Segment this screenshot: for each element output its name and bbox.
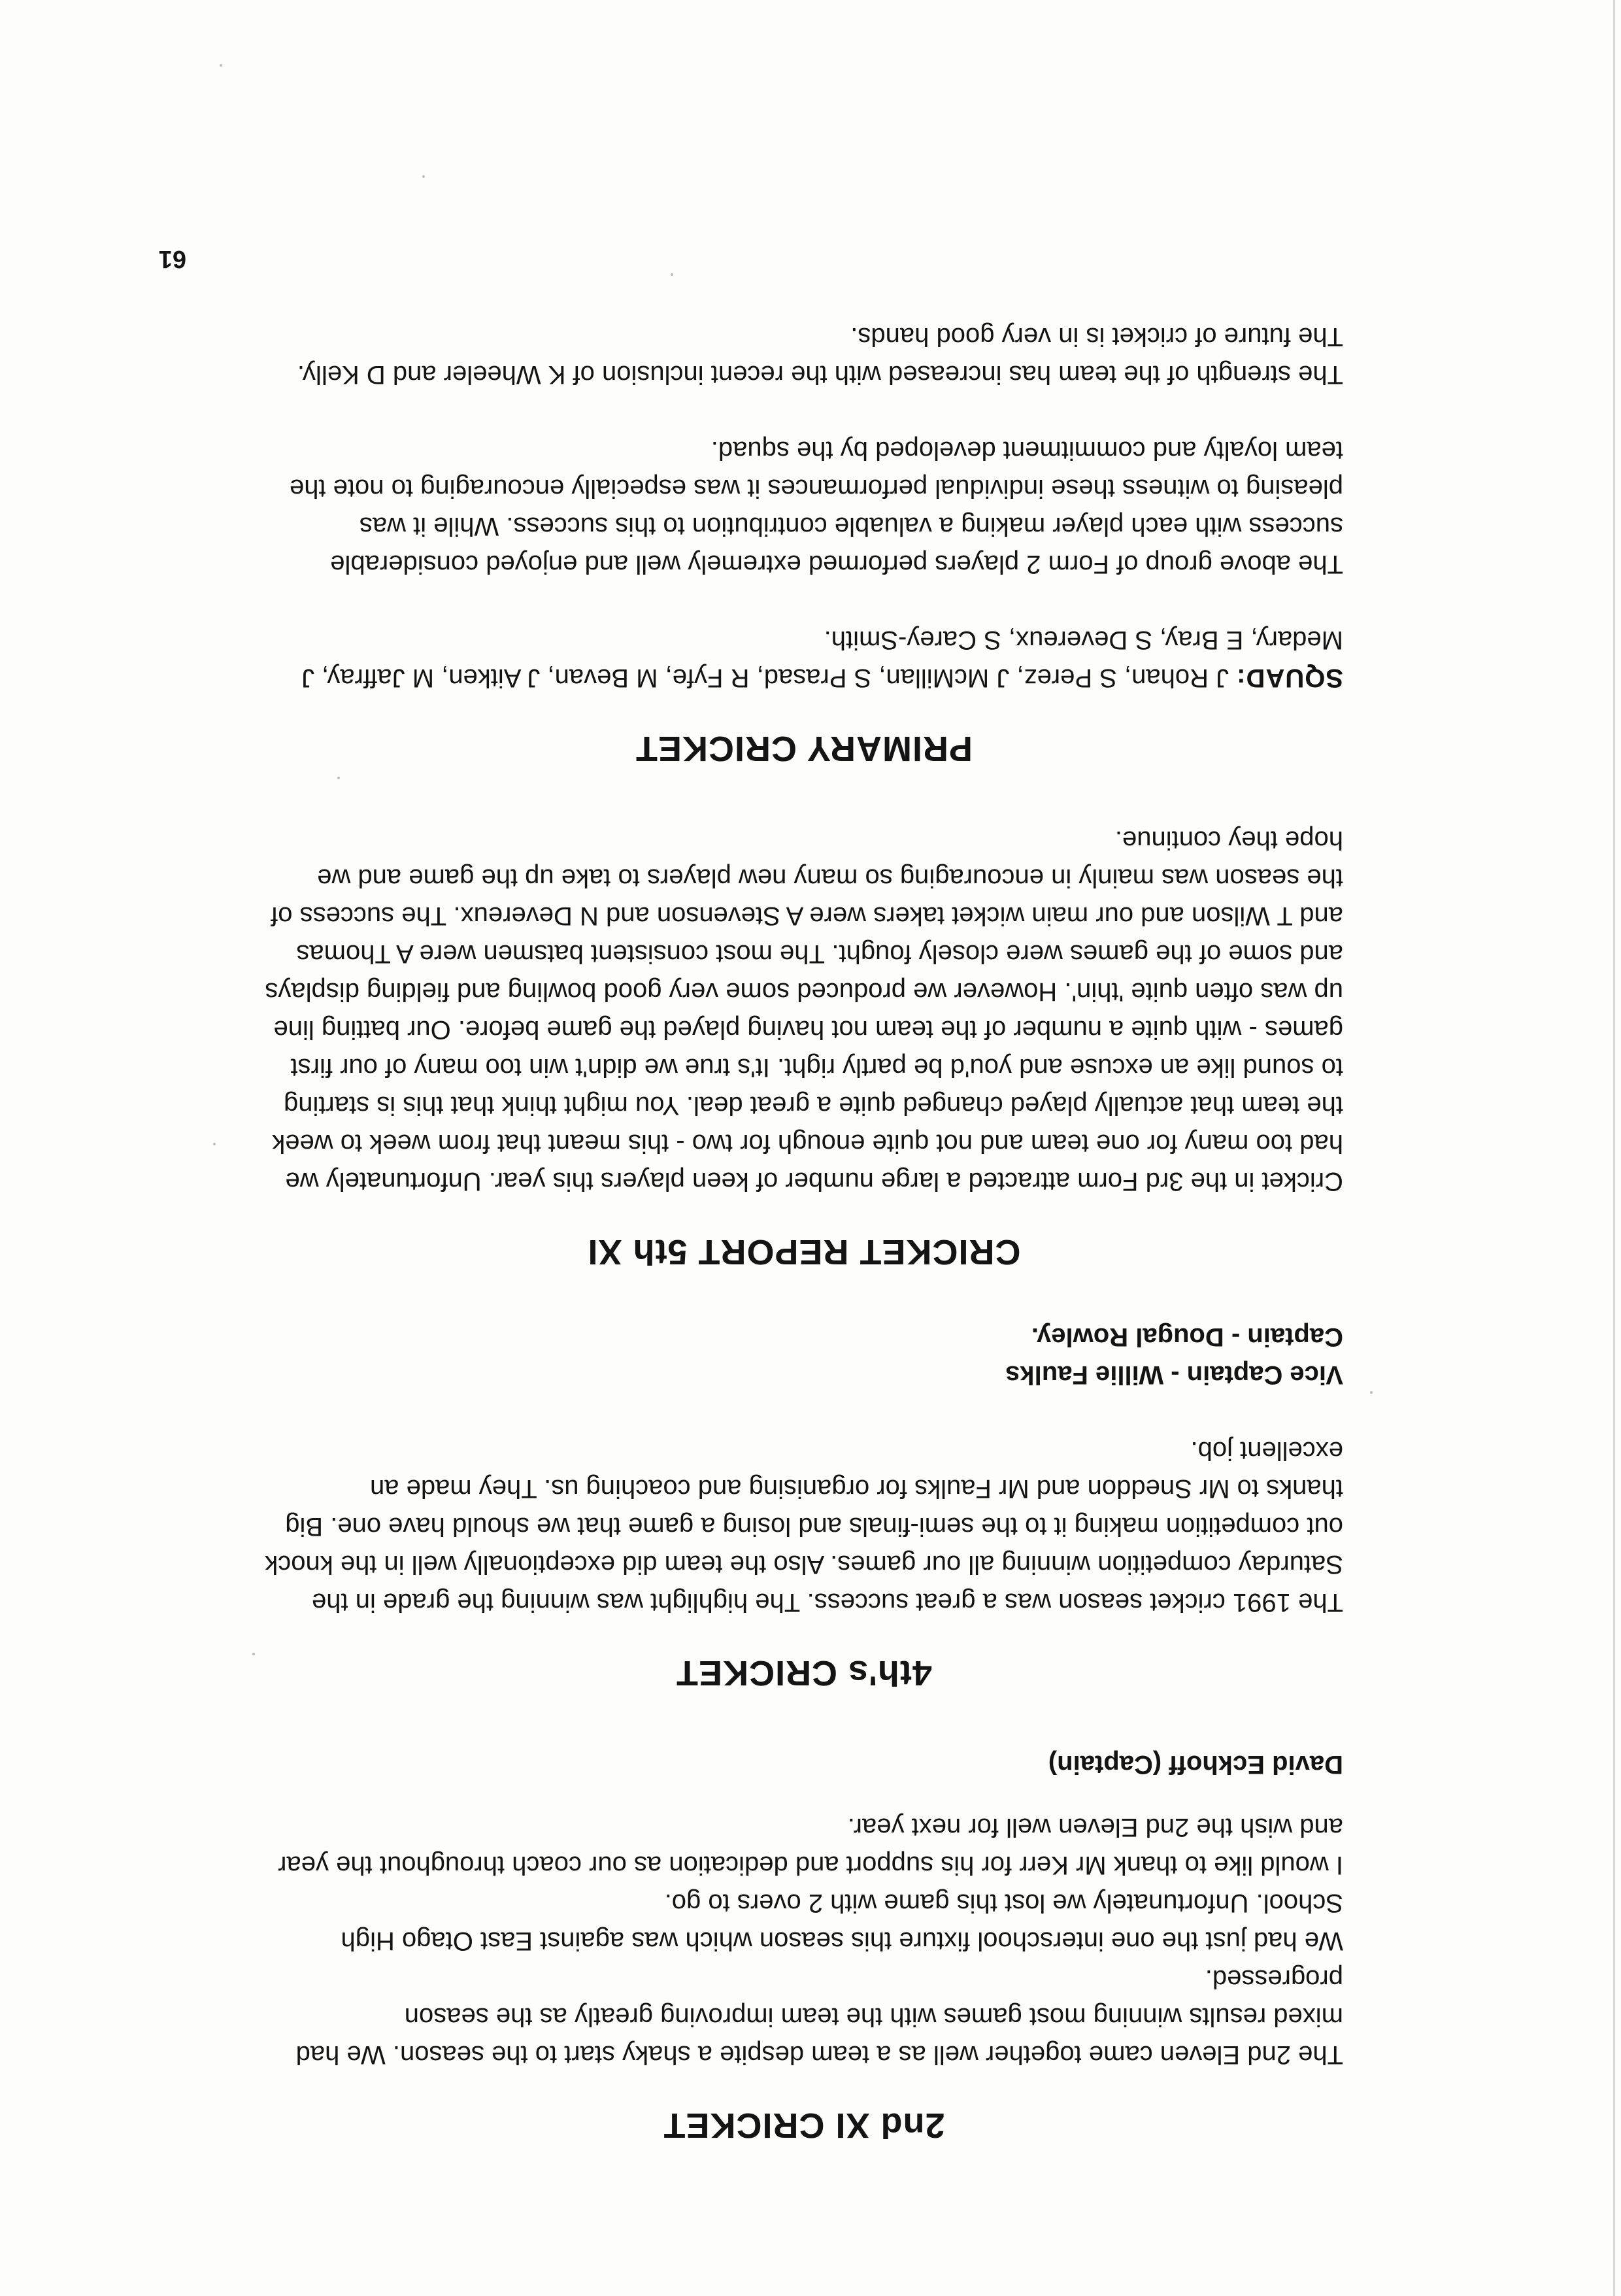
page-number: 61: [158, 245, 186, 273]
paragraph: I would like to thank Mr Kerr for his support and dedication as our coach throughout the year and wish the 2nd Eleven well for next year.: [278, 1813, 1343, 1880]
section-heading: 2nd XI CRICKET: [663, 2106, 945, 2145]
scan-speck: [422, 175, 425, 178]
paragraph: Cricket in the 3rd Form attracted a large number of keen players this year. Unfortunately we had too many for one team and not quite enough for two - this meant that from week to week the team that actually played changed quite a great deal. You might think that this is starting to sound like an excuse and you'd be partly right. It's true we didn't win too many of our first games - with quite a number of the team not having played the game before. Our batting line up was often quite 'thin'. However we produced some very good bowling and fielding displays and some of the games were closely fought. The most consistent batsmen were A Thomas and T Wilson and our main wicket takers were A Stevenson and N Deverеux. The success of the season was mainly in encouraging so many new players to take up the game and we hope they continue.: [265, 826, 1343, 1196]
scan-speck: [1370, 1391, 1373, 1394]
section-heading: PRIMARY CRICKET: [635, 729, 973, 768]
section-4ths-cricket: [265, 1318, 1343, 1693]
signoff-vice-captain: Vice Captain - Willie Faulks: [1005, 1360, 1343, 1389]
scan-speck: [252, 1653, 255, 1655]
squad-paragraph: [265, 621, 1343, 697]
scan-edge-shadow: [1613, 0, 1615, 2296]
paragraph: We had just the one interschool fixture this season which was against East Otago High School. Unfortunately we lost this game with 2 overs to go.: [341, 1889, 1343, 1955]
paragraph: The strength of the team has increased with the recent inclusion of K Wheeler and D Kelly. The future of cricket is in very good hands.: [297, 322, 1343, 389]
section-primary-cricket: [265, 318, 1343, 769]
squad-list: J Rohan, S Perez, J McMillan, S Prasad, R Fyfe, M Bevan, J Aitken, M Jaffray, J Medary, E Bray, S Devereux, S Carey-Smith.: [301, 626, 1343, 692]
section-cricket-report-5th-xi: [265, 821, 1343, 1272]
scan-speck: [213, 1143, 216, 1145]
paragraph: The above group of Form 2 players performed extremely well and enjoyed considerable success with each player making a valuable contribution to this success. While it was pleasing to witness these individual performances it was especially encouraging to note the team loyalty and commitment developed by the squad.: [289, 436, 1343, 579]
squad-label: SQUAD:: [1236, 664, 1343, 692]
section-heading: 4th's CRICKET: [676, 1653, 932, 1693]
page-content: [265, 318, 1343, 2146]
section-heading: CRICKET REPORT 5th XI: [587, 1232, 1021, 1272]
scan-speck: [671, 273, 673, 276]
paragraph: The 2nd Eleven came together well as a team despite a shaky start to the season. We had mixed results winning most games with the team improving greatly as the season progressed.: [295, 1965, 1343, 2069]
paragraph: The 1991 cricket season was a great success. The highlight was winning the grade in the Saturday competition winning all our games. Also the team did exceptionally well in the knock out competition making it to the semi-finals and losing a game that we should have one. Big thanks to Mr Sneddon and Mr Faulks for organising and coaching us. They made an excellent job.: [265, 1436, 1343, 1617]
section-2nd-xi-cricket: [265, 1746, 1343, 2146]
signoff-captain: Captain - Dougal Rowley.: [1031, 1323, 1343, 1351]
scan-speck: [337, 777, 340, 779]
signoff: David Eckhoff (Captain): [1048, 1750, 1343, 1779]
scan-speck: [220, 64, 222, 67]
